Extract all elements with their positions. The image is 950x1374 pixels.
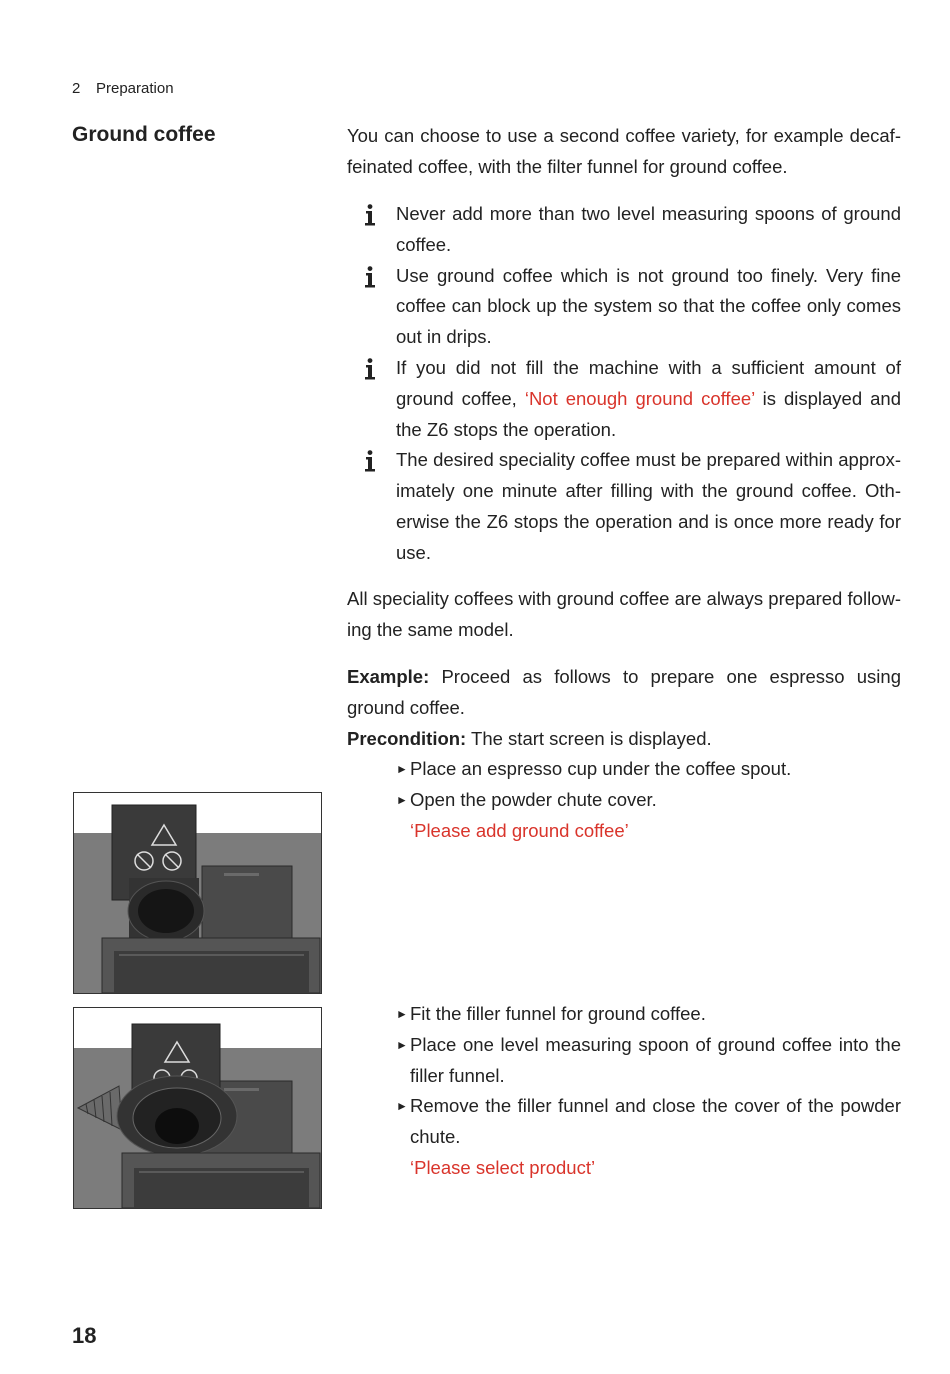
example-text: Proceed as follows to prepare one espresso using ground coffee. [347,666,901,718]
step-item [347,999,901,1030]
precondition-label: Precondition: [347,727,467,749]
model-block [347,584,901,646]
step-text: Place an espresso cup under the coffee spout. [410,758,792,779]
example-paragraph [347,662,901,724]
info-icon [363,358,377,380]
note-text: The desired speciality coffee must be prepared within approximately one minute after filling with the ground coffee. Otherwise the Z6 stops the operation and is once more ready for use. [396,449,901,563]
step-item [347,785,901,816]
triangle-bullet-icon: ► [396,1037,408,1052]
note-text: Never add more than two level measuring spoons of ground coffee. [396,203,901,255]
intro-block [347,121,901,183]
step-item [347,1091,901,1153]
display-message: ‘Please select product’ [410,1156,596,1178]
note-text-after: is displayed and the Z6 stops the operation. [396,387,901,440]
info-icon [363,450,377,472]
precondition-paragraph [347,724,901,755]
section-title: Ground coffee [72,123,216,146]
note-item [347,261,901,353]
note-item [347,445,901,568]
triangle-bullet-icon: ► [396,762,408,776]
filler-funnel-illustration [73,1007,322,1209]
powder-chute-open-illustration [73,792,322,994]
example-label: Example: [347,666,430,687]
step-item [347,754,901,785]
triangle-bullet-icon: ► [396,792,408,807]
note-item [347,353,901,445]
model-paragraph: All speciality coffees with ground coffee are always prepared following the same model. [347,588,901,640]
steps-group-2 [347,999,901,1184]
step-text: Fit the filler funnel for ground coffee. [410,1003,706,1024]
chapter-number: 2 [72,80,81,97]
display-message: ‘Not enough ground coffee’ [524,387,755,409]
notes-list [347,199,901,569]
info-icon [363,266,377,288]
display-message: ‘Please add ground coffee’ [410,819,629,841]
running-head [72,80,174,97]
chapter-title: Preparation [96,80,174,97]
info-icon [363,204,377,226]
note-text-before: If you did not fill the machine with a sufficient amount of ground coffee, [396,356,901,409]
note-text: Use ground coffee which is not ground too finely. Very fine coffee can block up the system so that the coffee only comes out in drips. [396,264,901,348]
steps-group-1 [347,754,901,846]
intro-paragraph: You can choose to use a second coffee variety, for example decaffeinated coffee, with the filter funnel for ground coffee. [347,125,901,177]
step-text: Open the powder chute cover. [410,788,657,810]
step-text: Place one level measuring spoon of ground coffee into the filler funnel. [410,1033,901,1086]
triangle-bullet-icon: ► [396,1099,408,1114]
example-block [347,662,901,754]
step-text: Remove the filler funnel and close the cover of the powder chute. [410,1095,901,1148]
page-number: 18 [72,1323,97,1348]
triangle-bullet-icon: ► [396,1007,408,1021]
precondition-text: The start screen is displayed. [466,727,712,749]
step-item [347,1030,901,1092]
note-item [347,199,901,261]
